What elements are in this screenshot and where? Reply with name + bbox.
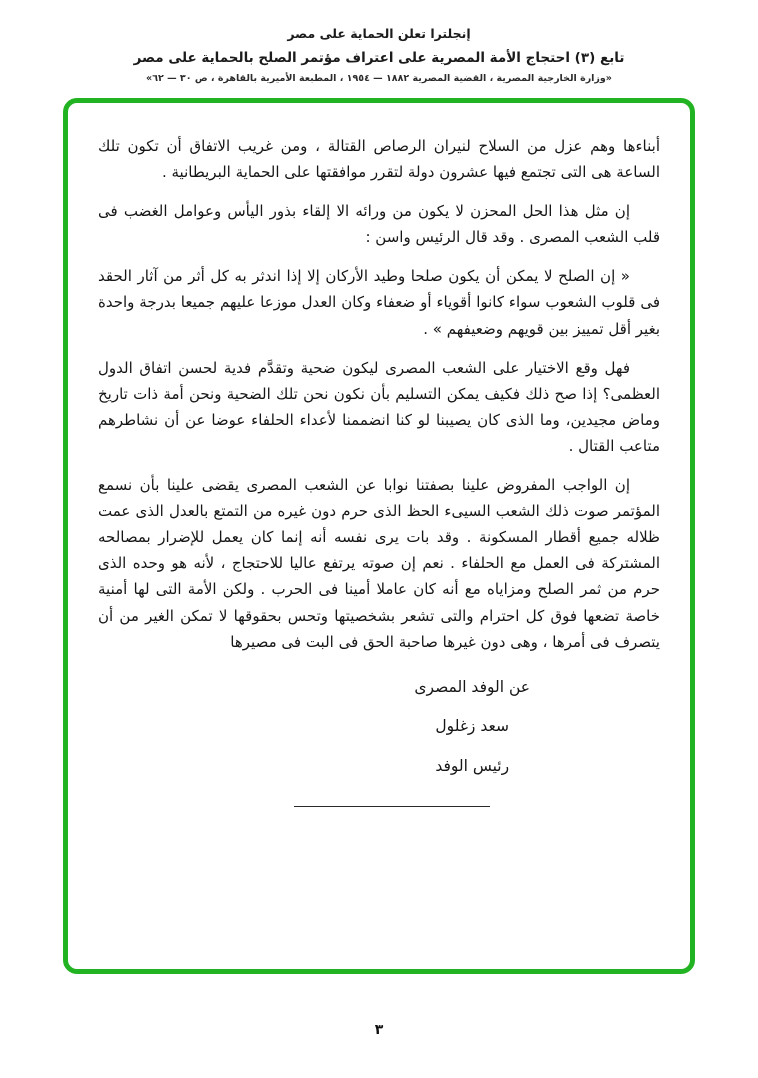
document-body [98, 133, 660, 807]
signature-delegation: عن الوفد المصرى [414, 677, 530, 696]
signature-title: رئيس الوفد [435, 756, 510, 775]
header-subtitle: تابع (٣) احتجاج الأمة المصرية على اعتراف مؤتمر الصلح بالحماية على مصر [133, 50, 625, 66]
header-source-citation: «وزارة الخارجية المصرية ، القضية المصرية ١٨٨٢ — ١٩٥٤ ، المطبعة الأميرية بالقاهرة ، ص ٣٠ — ٦٢» [146, 73, 612, 84]
signature-name: سعد زغلول [435, 717, 509, 736]
page-number: ٣ [374, 1022, 384, 1038]
paragraph: إن الواجب المفروض علينا بصفتنا نوابا عن الشعب المصرى يقضى علينا بأن نسمع المؤتمر صوت ذلك الشعب السيىء الحظ الذى حرم دون غيره من التمتع بالعدل الذى عمت ظلاله جميع أقطار المسكونة . وقد بات يرى نفسه أنه إنما كان يعمل للإضرار بمصالحه المشتركة فى العمل مع الحلفاء . نعم إن صوته يرتفع عاليا للاحتجاج ، لأنه هو وحده الذى حرم من ثمر الصلح ومزاياه مع أنه كان عاملا أمينا فى الحرب . ولكن الأمة التى لها أمنية خاصة تضعها فوق كل احترام والتى تشعر بشخصيتها وتحس بحقوقها لا تمكن الغير من أن يتصرف فى أمرها ، وهى دون غيرها صاحبة الحق فى البت فى مصيرها [98, 476, 660, 651]
document-frame [63, 98, 695, 974]
signature-rule [294, 806, 490, 807]
paragraph: إن مثل هذا الحل المحزن لا يكون من ورائه الا إلقاء بذور اليأس وعوامل الغضب فى قلب الشعب المصرى . وقد قال الرئيس واسن : [98, 202, 660, 247]
paragraph: أبناءها وهم عزل من السلاح لنيران الرصاص القتالة ، ومن غريب الاتفاق أن تكون تلك الساعة هى التى تجتمع فيها عشرون دولة لتقرر موافقتها على الحماية البريطانية . [98, 137, 660, 182]
document-header [0, 0, 758, 84]
signature-block [414, 668, 530, 787]
paragraph: فهل وقع الاختيار على الشعب المصرى ليكون ضحية وتقدَّم فدية لحسن اتفاق الدول العظمى؟ إذا صح ذلك فكيف يمكن التسليم بأن نكون نحن تلك الضحية ونحن أمة ذات تاريخ وماض مجيدين، وما الذى كان يصيبنا لو كنا انضممنا لأعداء الحلفاء عوضا عن أن نشاطرهم متاعب القتال . [98, 358, 660, 455]
paragraph-quote: « إن الصلح لا يمكن أن يكون صلحا وطيد الأركان إلا إذا اندثر به كل أثر من آثار الحقد فى قلوب الشعوب سواء كانوا أقوياء أو ضعفاء وكان العدل موزعا عليهم جميعا بدرجة واحدة بغير أقل تمييز بين قويهم وضعيفهم » . [98, 267, 660, 338]
header-title: إنجلترا تعلن الحماية على مصر [287, 26, 471, 41]
